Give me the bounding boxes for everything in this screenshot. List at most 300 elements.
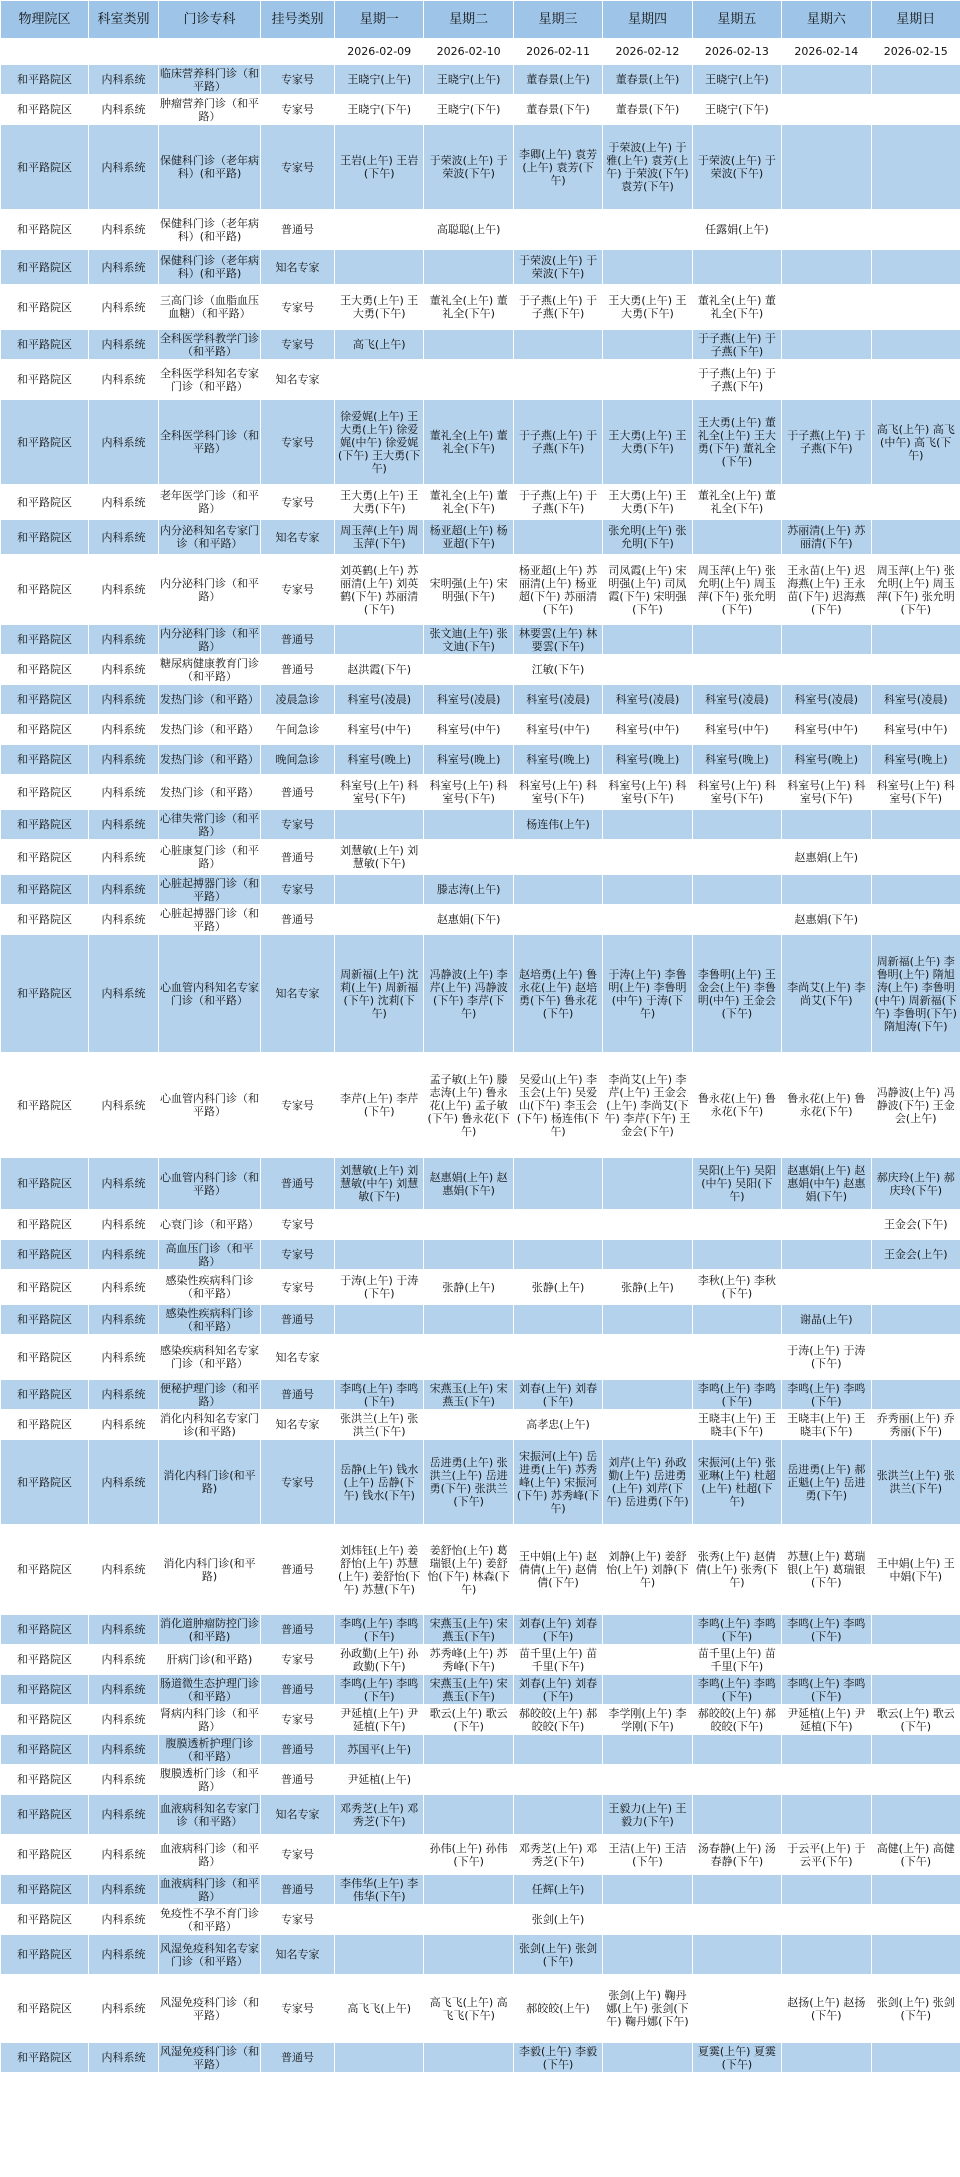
schedule-slot-friday[interactable] <box>692 1795 781 1835</box>
schedule-slot-friday[interactable] <box>692 1875 781 1905</box>
schedule-slot-monday[interactable]: 周新福(上午) 沈莉(上午) 周新福(下午) 沈莉(下午) <box>335 935 424 1053</box>
schedule-slot-sunday[interactable]: 高健(上午) 高健(下午) <box>871 1835 960 1875</box>
schedule-slot-saturday[interactable]: 尹延植(上午) 尹延植(下午) <box>782 1705 871 1735</box>
schedule-slot-wednesday[interactable]: 科室号(中午) <box>513 715 602 745</box>
schedule-slot-thursday[interactable]: 董春景(下午) <box>603 95 692 125</box>
schedule-slot-friday[interactable] <box>692 810 781 840</box>
schedule-slot-monday[interactable]: 王晓宁(上午) <box>335 65 424 95</box>
header-friday[interactable]: 星期五 <box>692 1 781 39</box>
header-campus[interactable]: 物理院区 <box>1 1 89 39</box>
schedule-slot-wednesday[interactable]: 张剑(上午) 张剑(下午) <box>513 1935 602 1975</box>
schedule-slot-friday[interactable] <box>692 1735 781 1765</box>
schedule-slot-sunday[interactable] <box>871 1305 960 1335</box>
schedule-slot-sunday[interactable] <box>871 1675 960 1705</box>
schedule-slot-friday[interactable] <box>692 1765 781 1795</box>
schedule-slot-monday[interactable] <box>335 1305 424 1335</box>
schedule-slot-saturday[interactable]: 于云平(上午) 于云平(下午) <box>782 1835 871 1875</box>
schedule-slot-thursday[interactable] <box>603 840 692 875</box>
schedule-slot-tuesday[interactable] <box>424 840 513 875</box>
schedule-slot-wednesday[interactable]: 于子燕(上午) 于子燕(下午) <box>513 285 602 330</box>
schedule-slot-wednesday[interactable] <box>513 840 602 875</box>
schedule-slot-saturday[interactable] <box>782 2043 871 2073</box>
schedule-slot-wednesday[interactable]: 张静(上午) <box>513 1270 602 1305</box>
schedule-slot-monday[interactable] <box>335 905 424 935</box>
schedule-slot-thursday[interactable] <box>603 1765 692 1795</box>
schedule-slot-monday[interactable] <box>335 210 424 250</box>
schedule-slot-tuesday[interactable] <box>424 1210 513 1240</box>
schedule-slot-saturday[interactable] <box>782 330 871 360</box>
schedule-slot-sunday[interactable] <box>871 1735 960 1765</box>
schedule-slot-friday[interactable]: 任露娟(上午) <box>692 210 781 250</box>
schedule-slot-wednesday[interactable]: 科室号(上午) 科室号(下午) <box>513 775 602 810</box>
schedule-slot-wednesday[interactable]: 李卿(上午) 袁芳(上午) 袁芳(下午) <box>513 125 602 210</box>
schedule-slot-saturday[interactable]: 赵扬(上午) 赵扬(下午) <box>782 1975 871 2043</box>
schedule-slot-tuesday[interactable] <box>424 1735 513 1765</box>
schedule-slot-monday[interactable]: 刘慧敏(上午) 刘慧敏(下午) <box>335 840 424 875</box>
schedule-slot-sunday[interactable]: 科室号(晚上) <box>871 745 960 775</box>
schedule-slot-tuesday[interactable]: 董礼全(上午) 董礼全(下午) <box>424 400 513 485</box>
schedule-slot-sunday[interactable]: 科室号(上午) 科室号(下午) <box>871 775 960 810</box>
schedule-slot-wednesday[interactable]: 董春景(下午) <box>513 95 602 125</box>
schedule-slot-thursday[interactable] <box>603 1158 692 1210</box>
schedule-slot-monday[interactable]: 刘英鹤(上午) 苏丽清(上午) 刘英鹤(下午) 苏丽清(下午) <box>335 555 424 625</box>
schedule-slot-tuesday[interactable]: 姜舒怡(上午) 葛瑞银(上午) 姜舒怡(下午) 林森(下午) <box>424 1525 513 1615</box>
schedule-slot-tuesday[interactable]: 高飞飞(上午) 高飞飞(下午) <box>424 1975 513 2043</box>
schedule-slot-thursday[interactable]: 张允明(上午) 张允明(下午) <box>603 520 692 555</box>
schedule-slot-sunday[interactable] <box>871 875 960 905</box>
schedule-slot-saturday[interactable] <box>782 1765 871 1795</box>
schedule-slot-thursday[interactable]: 张剑(上午) 鞠丹娜(上午) 张剑(下午) 鞠丹娜(下午) <box>603 1975 692 2043</box>
schedule-slot-wednesday[interactable]: 于荣波(上午) 于荣波(下午) <box>513 250 602 285</box>
schedule-slot-monday[interactable]: 尹延植(上午) 尹延植(下午) <box>335 1705 424 1735</box>
schedule-slot-sunday[interactable] <box>871 1380 960 1410</box>
schedule-slot-friday[interactable] <box>692 1975 781 2043</box>
schedule-slot-friday[interactable]: 科室号(凌晨) <box>692 685 781 715</box>
schedule-slot-thursday[interactable] <box>603 1905 692 1935</box>
schedule-slot-thursday[interactable] <box>603 1875 692 1905</box>
schedule-slot-thursday[interactable]: 刘静(上午) 姜舒怡(上午) 刘静(下午) <box>603 1525 692 1615</box>
schedule-slot-wednesday[interactable]: 杨连伟(上午) <box>513 810 602 840</box>
schedule-slot-sunday[interactable] <box>871 840 960 875</box>
schedule-slot-thursday[interactable]: 科室号(中午) <box>603 715 692 745</box>
schedule-slot-monday[interactable]: 李芹(上午) 李芹(下午) <box>335 1053 424 1158</box>
schedule-slot-sunday[interactable] <box>871 1270 960 1305</box>
schedule-slot-tuesday[interactable] <box>424 1335 513 1380</box>
schedule-slot-saturday[interactable] <box>782 285 871 330</box>
schedule-slot-wednesday[interactable] <box>513 210 602 250</box>
schedule-slot-monday[interactable]: 周玉萍(上午) 周玉萍(下午) <box>335 520 424 555</box>
schedule-slot-monday[interactable]: 岳静(上午) 钱水(上午) 岳静(下午) 钱水(下午) <box>335 1440 424 1525</box>
schedule-slot-monday[interactable]: 张洪兰(上午) 张洪兰(下午) <box>335 1410 424 1440</box>
schedule-slot-thursday[interactable]: 科室号(晚上) <box>603 745 692 775</box>
schedule-slot-monday[interactable]: 科室号(晚上) <box>335 745 424 775</box>
schedule-slot-wednesday[interactable]: 吴爱山(上午) 李玉会(上午) 吴爱山(下午) 李玉会(下午) 杨连伟(下午) <box>513 1053 602 1158</box>
schedule-slot-tuesday[interactable]: 孟子敏(上午) 滕志涛(上午) 鲁永花(上午) 孟子敏(下午) 鲁永花(下午) <box>424 1053 513 1158</box>
schedule-slot-tuesday[interactable]: 董礼全(上午) 董礼全(下午) <box>424 285 513 330</box>
schedule-slot-tuesday[interactable] <box>424 330 513 360</box>
header-saturday[interactable]: 星期六 <box>782 1 871 39</box>
schedule-slot-sunday[interactable]: 郝庆玲(上午) 郝庆玲(下午) <box>871 1158 960 1210</box>
schedule-slot-thursday[interactable]: 于涛(上午) 李鲁明(上午) 李鲁明(中午) 于涛(下午) <box>603 935 692 1053</box>
schedule-slot-wednesday[interactable] <box>513 875 602 905</box>
schedule-slot-tuesday[interactable]: 于荣波(上午) 于荣波(下午) <box>424 125 513 210</box>
schedule-slot-wednesday[interactable] <box>513 1305 602 1335</box>
schedule-slot-monday[interactable] <box>335 875 424 905</box>
schedule-slot-friday[interactable]: 李鸣(上午) 李鸣(下午) <box>692 1380 781 1410</box>
schedule-slot-thursday[interactable] <box>603 330 692 360</box>
schedule-slot-tuesday[interactable]: 宋燕玉(上午) 宋燕玉(下午) <box>424 1615 513 1645</box>
schedule-slot-tuesday[interactable]: 宋燕玉(上午) 宋燕玉(下午) <box>424 1380 513 1410</box>
schedule-slot-friday[interactable]: 于子燕(上午) 于子燕(下午) <box>692 330 781 360</box>
schedule-slot-wednesday[interactable]: 任辉(上午) <box>513 1875 602 1905</box>
schedule-slot-monday[interactable]: 刘慧敏(上午) 刘慧敏(中午) 刘慧敏(下午) <box>335 1158 424 1210</box>
schedule-slot-thursday[interactable] <box>603 2043 692 2073</box>
schedule-slot-saturday[interactable] <box>782 1795 871 1835</box>
schedule-slot-wednesday[interactable]: 科室号(晚上) <box>513 745 602 775</box>
schedule-slot-saturday[interactable] <box>782 1735 871 1765</box>
schedule-slot-saturday[interactable]: 苏慧(上午) 葛瑞银(上午) 葛瑞银(下午) <box>782 1525 871 1615</box>
header-sunday[interactable]: 星期日 <box>871 1 960 39</box>
schedule-slot-saturday[interactable]: 于子燕(上午) 于子燕(下午) <box>782 400 871 485</box>
schedule-slot-tuesday[interactable]: 王晓宁(下午) <box>424 95 513 125</box>
schedule-slot-thursday[interactable]: 李尚艾(上午) 李芹(上午) 王金会(上午) 李尚艾(下午) 李芹(下午) 王金会(下午) <box>603 1053 692 1158</box>
schedule-slot-monday[interactable]: 李鸣(上午) 李鸣(下午) <box>335 1615 424 1645</box>
schedule-slot-tuesday[interactable] <box>424 1875 513 1905</box>
schedule-slot-friday[interactable] <box>692 520 781 555</box>
schedule-slot-sunday[interactable]: 王金会(上午) <box>871 1240 960 1270</box>
schedule-slot-monday[interactable]: 李伟华(上午) 李伟华(下午) <box>335 1875 424 1905</box>
schedule-slot-thursday[interactable]: 科室号(凌晨) <box>603 685 692 715</box>
schedule-slot-monday[interactable] <box>335 1210 424 1240</box>
schedule-slot-friday[interactable]: 王晓丰(上午) 王晓丰(下午) <box>692 1410 781 1440</box>
schedule-slot-sunday[interactable] <box>871 485 960 520</box>
schedule-slot-friday[interactable]: 周玉萍(上午) 张允明(上午) 周玉萍(下午) 张允明(下午) <box>692 555 781 625</box>
schedule-slot-tuesday[interactable] <box>424 1795 513 1835</box>
schedule-slot-saturday[interactable]: 李鸣(上午) 李鸣(下午) <box>782 1380 871 1410</box>
schedule-slot-tuesday[interactable] <box>424 810 513 840</box>
schedule-slot-saturday[interactable]: 科室号(中午) <box>782 715 871 745</box>
schedule-slot-thursday[interactable] <box>603 1410 692 1440</box>
schedule-slot-wednesday[interactable]: 于子燕(上午) 于子燕(下午) <box>513 485 602 520</box>
schedule-slot-wednesday[interactable]: 林要雲(上午) 林要雲(下午) <box>513 625 602 655</box>
schedule-slot-thursday[interactable]: 李学刚(上午) 李学刚(下午) <box>603 1705 692 1735</box>
schedule-slot-thursday[interactable] <box>603 905 692 935</box>
schedule-slot-monday[interactable]: 徐爱娓(上午) 王大勇(上午) 徐爱娓(中午) 徐爱娓(下午) 王大勇(下午) <box>335 400 424 485</box>
schedule-slot-sunday[interactable] <box>871 65 960 95</box>
schedule-slot-friday[interactable]: 张秀(上午) 赵倩倩(上午) 张秀(下午) <box>692 1525 781 1615</box>
schedule-slot-wednesday[interactable]: 邓秀芝(上午) 邓秀芝(下午) <box>513 1835 602 1875</box>
schedule-slot-saturday[interactable] <box>782 65 871 95</box>
schedule-slot-saturday[interactable]: 科室号(凌晨) <box>782 685 871 715</box>
schedule-slot-wednesday[interactable] <box>513 905 602 935</box>
schedule-slot-friday[interactable]: 吴阳(上午) 吴阳(中午) 吴阳(下午) <box>692 1158 781 1210</box>
schedule-slot-friday[interactable] <box>692 1305 781 1335</box>
schedule-slot-sunday[interactable] <box>871 360 960 400</box>
schedule-slot-friday[interactable]: 科室号(上午) 科室号(下午) <box>692 775 781 810</box>
schedule-slot-saturday[interactable] <box>782 210 871 250</box>
schedule-slot-wednesday[interactable]: 董春景(上午) <box>513 65 602 95</box>
schedule-slot-friday[interactable] <box>692 1210 781 1240</box>
schedule-slot-sunday[interactable]: 周新福(上午) 李鲁明(上午) 隋旭涛(上午) 李鲁明(中午) 周新福(下午) 李鲁明(下午) 隋旭涛(下午) <box>871 935 960 1053</box>
schedule-slot-sunday[interactable]: 周玉萍(上午) 张允明(上午) 周玉萍(下午) 张允明(下午) <box>871 555 960 625</box>
schedule-slot-friday[interactable]: 王大勇(上午) 董礼全(上午) 王大勇(下午) 董礼全(下午) <box>692 400 781 485</box>
schedule-slot-thursday[interactable]: 司凤霞(上午) 宋明强(上午) 司凤霞(下午) 宋明强(下午) <box>603 555 692 625</box>
schedule-slot-sunday[interactable] <box>871 285 960 330</box>
schedule-slot-tuesday[interactable]: 张文迪(上午) 张文迪(下午) <box>424 625 513 655</box>
schedule-slot-thursday[interactable] <box>603 1380 692 1410</box>
schedule-slot-thursday[interactable] <box>603 625 692 655</box>
schedule-slot-saturday[interactable]: 鲁永花(上午) 鲁永花(下午) <box>782 1053 871 1158</box>
schedule-slot-tuesday[interactable]: 岳进勇(上午) 张洪兰(上午) 岳进勇(下午) 张洪兰(下午) <box>424 1440 513 1525</box>
schedule-slot-saturday[interactable]: 谢晶(上午) <box>782 1305 871 1335</box>
schedule-slot-sunday[interactable] <box>871 655 960 685</box>
schedule-slot-monday[interactable]: 高飞飞(上午) <box>335 1975 424 2043</box>
schedule-slot-sunday[interactable] <box>871 125 960 210</box>
schedule-slot-friday[interactable] <box>692 905 781 935</box>
schedule-slot-friday[interactable]: 于子燕(上午) 于子燕(下午) <box>692 360 781 400</box>
schedule-slot-sunday[interactable] <box>871 95 960 125</box>
schedule-slot-tuesday[interactable] <box>424 1765 513 1795</box>
schedule-slot-saturday[interactable] <box>782 95 871 125</box>
schedule-slot-sunday[interactable] <box>871 1645 960 1675</box>
schedule-slot-tuesday[interactable]: 宋燕玉(上午) 宋燕玉(下午) <box>424 1675 513 1705</box>
schedule-slot-tuesday[interactable]: 冯静波(上午) 李芹(上午) 冯静波(下午) 李芹(下午) <box>424 935 513 1053</box>
schedule-slot-monday[interactable]: 刘炜钰(上午) 姜舒怡(上午) 苏慧(上午) 姜舒怡(下午) 苏慧(下午) <box>335 1525 424 1615</box>
schedule-slot-thursday[interactable]: 王洁(上午) 王洁(下午) <box>603 1835 692 1875</box>
schedule-slot-saturday[interactable]: 李尚艾(上午) 李尚艾(下午) <box>782 935 871 1053</box>
schedule-slot-friday[interactable]: 李鸣(上午) 李鸣(下午) <box>692 1675 781 1705</box>
schedule-slot-wednesday[interactable]: 江敏(下午) <box>513 655 602 685</box>
schedule-slot-saturday[interactable] <box>782 875 871 905</box>
schedule-slot-saturday[interactable]: 科室号(晚上) <box>782 745 871 775</box>
schedule-slot-monday[interactable]: 孙政勤(上午) 孙政勤(下午) <box>335 1645 424 1675</box>
schedule-slot-wednesday[interactable] <box>513 1795 602 1835</box>
schedule-slot-wednesday[interactable]: 李毅(上午) 李毅(下午) <box>513 2043 602 2073</box>
schedule-slot-wednesday[interactable] <box>513 1335 602 1380</box>
schedule-slot-friday[interactable]: 鲁永花(上午) 鲁永花(下午) <box>692 1053 781 1158</box>
schedule-slot-sunday[interactable]: 张剑(上午) 张剑(下午) <box>871 1975 960 2043</box>
schedule-slot-tuesday[interactable]: 宋明强(上午) 宋明强(下午) <box>424 555 513 625</box>
schedule-slot-sunday[interactable]: 王金会(下午) <box>871 1210 960 1240</box>
schedule-slot-wednesday[interactable] <box>513 1735 602 1765</box>
schedule-slot-saturday[interactable] <box>782 250 871 285</box>
schedule-slot-wednesday[interactable]: 刘春(上午) 刘春(下午) <box>513 1675 602 1705</box>
schedule-slot-wednesday[interactable]: 赵培勇(上午) 鲁永花(上午) 赵培勇(下午) 鲁永花(下午) <box>513 935 602 1053</box>
schedule-slot-tuesday[interactable]: 王晓宁(上午) <box>424 65 513 95</box>
schedule-slot-saturday[interactable]: 科室号(上午) 科室号(下午) <box>782 775 871 810</box>
schedule-slot-sunday[interactable]: 歌云(上午) 歌云(下午) <box>871 1705 960 1735</box>
schedule-slot-wednesday[interactable]: 于子燕(上午) 于子燕(下午) <box>513 400 602 485</box>
schedule-slot-wednesday[interactable] <box>513 1765 602 1795</box>
schedule-slot-monday[interactable]: 高飞(上午) <box>335 330 424 360</box>
schedule-slot-tuesday[interactable] <box>424 1305 513 1335</box>
schedule-slot-saturday[interactable] <box>782 1240 871 1270</box>
schedule-slot-wednesday[interactable]: 杨亚超(上午) 苏丽清(上午) 杨亚超(下午) 苏丽清(下午) <box>513 555 602 625</box>
schedule-slot-monday[interactable]: 王晓宁(下午) <box>335 95 424 125</box>
schedule-slot-saturday[interactable] <box>782 1935 871 1975</box>
schedule-slot-monday[interactable] <box>335 625 424 655</box>
schedule-slot-sunday[interactable]: 科室号(凌晨) <box>871 685 960 715</box>
schedule-slot-sunday[interactable]: 乔秀丽(上午) 乔秀丽(下午) <box>871 1410 960 1440</box>
schedule-slot-friday[interactable]: 王晓宁(下午) <box>692 95 781 125</box>
schedule-slot-saturday[interactable] <box>782 485 871 520</box>
schedule-slot-sunday[interactable] <box>871 1905 960 1935</box>
schedule-slot-monday[interactable]: 王大勇(上午) 王大勇(下午) <box>335 285 424 330</box>
schedule-slot-monday[interactable] <box>335 2043 424 2073</box>
schedule-slot-wednesday[interactable] <box>513 330 602 360</box>
schedule-slot-monday[interactable]: 邓秀芝(上午) 邓秀芝(下午) <box>335 1795 424 1835</box>
header-monday[interactable]: 星期一 <box>335 1 424 39</box>
header-department[interactable]: 科室类别 <box>89 1 159 39</box>
header-tuesday[interactable]: 星期二 <box>424 1 513 39</box>
schedule-slot-friday[interactable]: 郝皎皎(上午) 郝皎皎(下午) <box>692 1705 781 1735</box>
schedule-slot-sunday[interactable] <box>871 210 960 250</box>
header-clinic[interactable]: 门诊专科 <box>159 1 261 39</box>
schedule-slot-monday[interactable] <box>335 810 424 840</box>
schedule-slot-saturday[interactable] <box>782 360 871 400</box>
schedule-slot-friday[interactable]: 科室号(中午) <box>692 715 781 745</box>
schedule-slot-sunday[interactable] <box>871 810 960 840</box>
schedule-slot-tuesday[interactable]: 科室号(中午) <box>424 715 513 745</box>
schedule-slot-friday[interactable]: 王晓宁(上午) <box>692 65 781 95</box>
schedule-slot-tuesday[interactable]: 科室号(凌晨) <box>424 685 513 715</box>
schedule-slot-wednesday[interactable] <box>513 520 602 555</box>
schedule-slot-saturday[interactable] <box>782 655 871 685</box>
schedule-slot-monday[interactable]: 李鸣(上午) 李鸣(下午) <box>335 1380 424 1410</box>
schedule-slot-friday[interactable]: 宋振河(上午) 张亚琳(上午) 杜超(上午) 杜超(下午) <box>692 1440 781 1525</box>
schedule-slot-saturday[interactable] <box>782 1645 871 1675</box>
schedule-slot-tuesday[interactable] <box>424 1905 513 1935</box>
schedule-slot-monday[interactable]: 科室号(上午) 科室号(下午) <box>335 775 424 810</box>
schedule-slot-monday[interactable] <box>335 250 424 285</box>
schedule-slot-thursday[interactable] <box>603 1935 692 1975</box>
schedule-slot-tuesday[interactable]: 赵惠娟(下午) <box>424 905 513 935</box>
schedule-slot-saturday[interactable]: 赵惠娟(下午) <box>782 905 871 935</box>
schedule-slot-tuesday[interactable]: 杨亚超(上午) 杨亚超(下午) <box>424 520 513 555</box>
schedule-slot-wednesday[interactable]: 王中娟(上午) 赵倩倩(上午) 赵倩倩(下午) <box>513 1525 602 1615</box>
schedule-slot-wednesday[interactable] <box>513 1158 602 1210</box>
schedule-slot-tuesday[interactable] <box>424 360 513 400</box>
header-wednesday[interactable]: 星期三 <box>513 1 602 39</box>
schedule-slot-monday[interactable]: 科室号(中午) <box>335 715 424 745</box>
schedule-slot-tuesday[interactable] <box>424 250 513 285</box>
schedule-slot-friday[interactable] <box>692 655 781 685</box>
schedule-slot-sunday[interactable] <box>871 1615 960 1645</box>
schedule-slot-saturday[interactable] <box>782 1270 871 1305</box>
schedule-slot-thursday[interactable] <box>603 1240 692 1270</box>
schedule-slot-saturday[interactable]: 王永苗(上午) 迟海燕(上午) 王永苗(下午) 迟海燕(下午) <box>782 555 871 625</box>
schedule-slot-thursday[interactable]: 王大勇(上午) 王大勇(下午) <box>603 285 692 330</box>
schedule-slot-friday[interactable]: 李鲁明(上午) 王金会(上午) 李鲁明(中午) 王金会(下午) <box>692 935 781 1053</box>
schedule-slot-saturday[interactable]: 李鸣(上午) 李鸣(下午) <box>782 1615 871 1645</box>
schedule-slot-saturday[interactable]: 王晓丰(上午) 王晓丰(下午) <box>782 1410 871 1440</box>
schedule-slot-wednesday[interactable] <box>513 360 602 400</box>
schedule-slot-wednesday[interactable]: 高孝忠(上午) <box>513 1410 602 1440</box>
schedule-slot-tuesday[interactable]: 孙伟(上午) 孙伟(下午) <box>424 1835 513 1875</box>
schedule-slot-friday[interactable]: 李秋(上午) 李秋(下午) <box>692 1270 781 1305</box>
schedule-slot-friday[interactable]: 董礼全(上午) 董礼全(下午) <box>692 285 781 330</box>
schedule-slot-friday[interactable]: 科室号(晚上) <box>692 745 781 775</box>
schedule-slot-thursday[interactable] <box>603 1615 692 1645</box>
schedule-slot-thursday[interactable]: 王毅力(上午) 王毅力(下午) <box>603 1795 692 1835</box>
schedule-slot-wednesday[interactable]: 郝皎皎(上午) 郝皎皎(下午) <box>513 1705 602 1735</box>
schedule-slot-monday[interactable]: 王大勇(上午) 王大勇(下午) <box>335 485 424 520</box>
schedule-slot-sunday[interactable] <box>871 520 960 555</box>
schedule-slot-saturday[interactable]: 苏丽清(上午) 苏丽清(下午) <box>782 520 871 555</box>
schedule-slot-sunday[interactable] <box>871 1335 960 1380</box>
schedule-slot-saturday[interactable]: 岳进勇(上午) 郝正魁(上午) 岳进勇(下午) <box>782 1440 871 1525</box>
schedule-slot-thursday[interactable] <box>603 655 692 685</box>
schedule-slot-thursday[interactable]: 董春景(上午) <box>603 65 692 95</box>
schedule-slot-tuesday[interactable]: 董礼全(上午) 董礼全(下午) <box>424 485 513 520</box>
schedule-slot-wednesday[interactable]: 刘春(上午) 刘春(下午) <box>513 1380 602 1410</box>
schedule-slot-tuesday[interactable]: 赵惠娟(上午) 赵惠娟(下午) <box>424 1158 513 1210</box>
schedule-slot-thursday[interactable]: 张静(上午) <box>603 1270 692 1305</box>
header-registration-type[interactable]: 挂号类别 <box>261 1 335 39</box>
schedule-slot-tuesday[interactable]: 滕志涛(上午) <box>424 875 513 905</box>
schedule-slot-saturday[interactable] <box>782 1210 871 1240</box>
schedule-slot-wednesday[interactable] <box>513 1240 602 1270</box>
schedule-slot-monday[interactable]: 李鸣(上午) 李鸣(下午) <box>335 1675 424 1705</box>
schedule-slot-thursday[interactable] <box>603 875 692 905</box>
schedule-slot-wednesday[interactable]: 刘春(上午) 刘春(下午) <box>513 1615 602 1645</box>
schedule-slot-thursday[interactable] <box>603 1335 692 1380</box>
schedule-slot-friday[interactable] <box>692 840 781 875</box>
schedule-slot-sunday[interactable]: 科室号(中午) <box>871 715 960 745</box>
schedule-slot-monday[interactable]: 科室号(凌晨) <box>335 685 424 715</box>
schedule-slot-friday[interactable] <box>692 250 781 285</box>
schedule-slot-sunday[interactable] <box>871 905 960 935</box>
schedule-slot-thursday[interactable] <box>603 1210 692 1240</box>
schedule-slot-saturday[interactable] <box>782 1875 871 1905</box>
schedule-slot-thursday[interactable]: 王大勇(上午) 王大勇(下午) <box>603 400 692 485</box>
schedule-slot-sunday[interactable] <box>871 2043 960 2073</box>
schedule-slot-sunday[interactable] <box>871 250 960 285</box>
schedule-slot-friday[interactable]: 李鸣(上午) 李鸣(下午) <box>692 1615 781 1645</box>
schedule-slot-tuesday[interactable]: 科室号(上午) 科室号(下午) <box>424 775 513 810</box>
schedule-slot-monday[interactable] <box>335 1935 424 1975</box>
schedule-slot-monday[interactable]: 苏国平(上午) <box>335 1735 424 1765</box>
schedule-slot-friday[interactable]: 汤春静(上午) 汤春静(下午) <box>692 1835 781 1875</box>
schedule-slot-thursday[interactable] <box>603 1735 692 1765</box>
schedule-slot-friday[interactable] <box>692 625 781 655</box>
schedule-slot-wednesday[interactable]: 郝皎皎(上午) <box>513 1975 602 2043</box>
schedule-slot-wednesday[interactable]: 苗千里(上午) 苗千里(下午) <box>513 1645 602 1675</box>
schedule-slot-sunday[interactable]: 冯静波(上午) 冯静波(下午) 王金会(上午) <box>871 1053 960 1158</box>
schedule-slot-wednesday[interactable]: 科室号(凌晨) <box>513 685 602 715</box>
header-thursday[interactable]: 星期四 <box>603 1 692 39</box>
schedule-slot-sunday[interactable] <box>871 1875 960 1905</box>
schedule-slot-sunday[interactable] <box>871 1795 960 1835</box>
schedule-slot-thursday[interactable] <box>603 1305 692 1335</box>
schedule-slot-friday[interactable]: 于荣波(上午) 于荣波(下午) <box>692 125 781 210</box>
schedule-slot-friday[interactable] <box>692 1935 781 1975</box>
schedule-slot-thursday[interactable] <box>603 1675 692 1705</box>
schedule-slot-thursday[interactable]: 王大勇(上午) 王大勇(下午) <box>603 485 692 520</box>
schedule-slot-sunday[interactable] <box>871 625 960 655</box>
schedule-slot-thursday[interactable]: 刘芹(上午) 孙政勤(上午) 岳进勇(上午) 刘芹(下午) 岳进勇(下午) <box>603 1440 692 1525</box>
schedule-slot-thursday[interactable] <box>603 210 692 250</box>
schedule-slot-monday[interactable] <box>335 360 424 400</box>
schedule-slot-monday[interactable] <box>335 1835 424 1875</box>
schedule-slot-tuesday[interactable]: 科室号(晚上) <box>424 745 513 775</box>
schedule-slot-friday[interactable] <box>692 1335 781 1380</box>
schedule-slot-tuesday[interactable] <box>424 2043 513 2073</box>
schedule-slot-tuesday[interactable] <box>424 1410 513 1440</box>
schedule-slot-monday[interactable] <box>335 1905 424 1935</box>
schedule-slot-wednesday[interactable]: 宋振河(上午) 岳进勇(上午) 苏秀峰(上午) 宋振河(下午) 苏秀峰(下午) <box>513 1440 602 1525</box>
schedule-slot-monday[interactable]: 于涛(上午) 于涛(下午) <box>335 1270 424 1305</box>
